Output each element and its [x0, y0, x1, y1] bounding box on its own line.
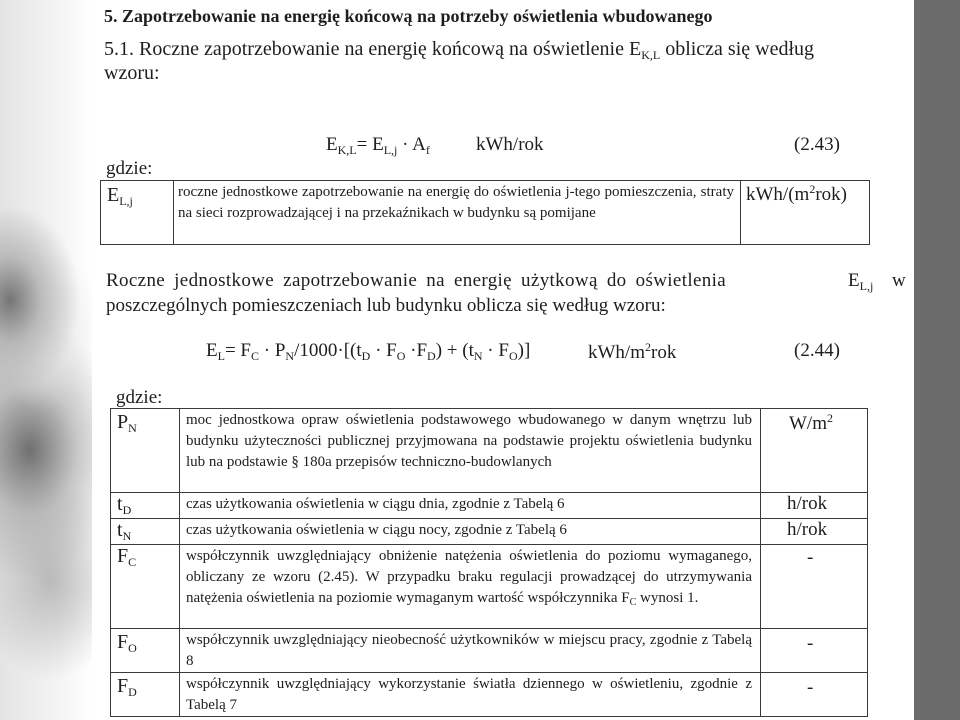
unit-cell: kWh/$(m^2rok)$	[741, 181, 870, 245]
formula-2-44: $E_L= F_C \cdot P_N/1000\cdot[(t_D \cdot F_O \cdot F_D) + (t_N \cdot F_O)]$	[206, 340, 531, 363]
formula-2-44-unit: kWh/$m^2rok$	[588, 340, 677, 363]
subsection-line-1: 5.1. Roczne zapotrzebowanie na energię końcową na oświetlenie $E_{K,L}$ oblicza się według	[104, 38, 815, 62]
table-row	[101, 181, 870, 245]
gdzie-label-1: gdzie:	[106, 158, 153, 179]
definition-table-1	[100, 180, 870, 245]
table-row: $F_D$ współczynnik uwzględniający wykorzystanie światła dziennego w oświetleniu, zgodnie z Tabelą 7 -	[111, 673, 868, 717]
table-row: $t_D$ czas użytkowania oświetlenia w ciągu dnia, zgodnie z Tabelą 6 h/rok	[111, 493, 868, 519]
section-heading: 5. Zapotrzebowanie na energię końcową na potrzeby oświetlenia wbudowanego	[104, 6, 713, 26]
description-cell: roczne jednostkowe zapotrzebowanie na energię do oświetlenia j-tego pomieszczenia, straty na sieci rozprowadzającej i na przekaźnikach w budynku są pomijane	[174, 181, 741, 245]
subsection-line-2: wzoru:	[104, 62, 160, 84]
formula-2-43-unit: kWh/rok	[476, 134, 544, 155]
table-row: $t_N$ czas użytkowania oświetlenia w ciągu nocy, zgodnie z Tabelą 6 h/rok	[111, 519, 868, 545]
paragraph-symbol: $E_{L,j}$	[848, 270, 874, 293]
table-row: $P_N$ moc jednostkowa opraw oświetlenia podstawowego wbudowanego w danym wnętrzu lub budynku użyteczności publicznej przyjmowana na podstawie projektu oświetlenia budynku lub na podstawie § 180a przepisów techniczno-budowlanych $W/m^2$	[111, 409, 868, 493]
table-row: $F_C$ współczynnik uwzględniający obniżenie natężenia oświetlenia do poziomu wymaganego, obliczany ze wzoru (2.45). W przypadku braku regulacji prowadzącej do utrzymywania natężenia oświetlenia na poziomie wymaganym wartość współczynnika $F_C$ wynosi 1. -	[111, 545, 868, 629]
formula-2-43-number: (2.43)	[794, 134, 840, 155]
paragraph-w: w	[892, 270, 906, 291]
paragraph-line-1: Roczne jednostkowe zapotrzebowanie na energię użytkową do oświetlenia	[106, 270, 727, 291]
formula-2-43: $E_{K,L}= E_{L,j} \cdot A_f$	[326, 134, 430, 157]
symbol-cell: $E_{L,j}$	[101, 181, 174, 245]
slide-side-bar	[914, 0, 960, 720]
paragraph-line-2: poszczególnych pomieszczeniach lub budynku oblicza się według wzoru:	[106, 295, 666, 316]
definition-table-2	[110, 408, 868, 717]
table-row: $F_O$ współczynnik uwzględniający nieobecność użytkowników w miejscu pracy, zgodnie z Tabelą 8 -	[111, 629, 868, 673]
formula-2-44-number: (2.44)	[794, 340, 840, 361]
gdzie-label-2: gdzie:	[116, 387, 163, 408]
